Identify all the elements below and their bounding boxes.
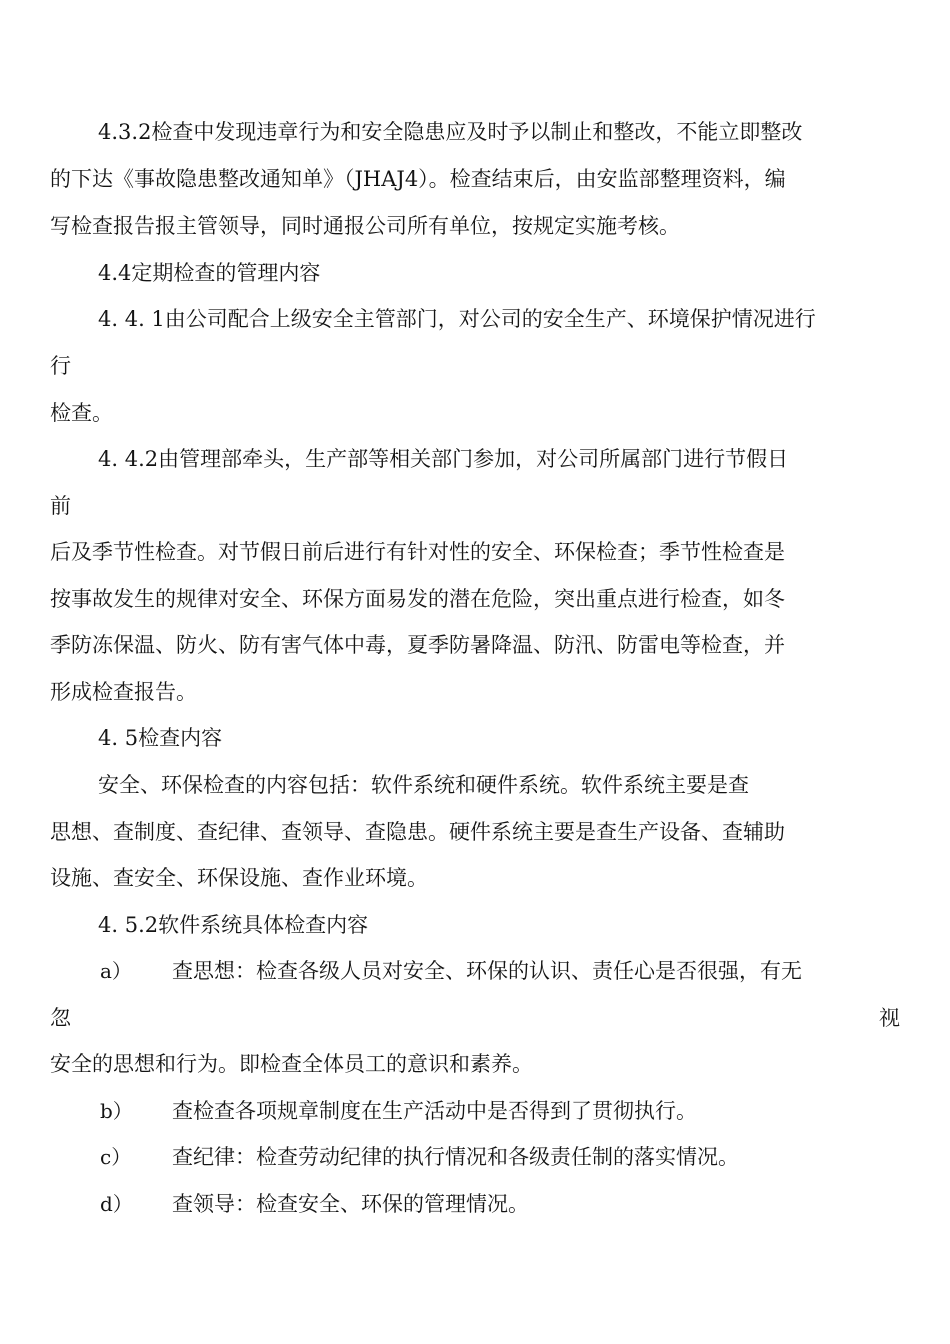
text-run-left: 忽 <box>50 1006 71 1030</box>
paragraph-4-4-2-line-5: 季防冻保温、防火、防有害气体中毒，夏季防暑降温、防汛、防雷电等检查，并 <box>50 633 785 657</box>
paragraph-4-4-1-line-2: 行 <box>50 354 71 378</box>
paragraph-4-3-2-line-3: 写检查报告报主管领导，同时通报公司所有单位，按规定实施考核。 <box>50 214 680 238</box>
paragraph-4-4-1-line-3: 检查。 <box>50 401 113 425</box>
paragraph-4-4-2-line-3: 后及季节性检查。对节假日前后进行有针对性的安全、环保检查；季节性检查是 <box>50 540 785 564</box>
item-text-c: 查纪律：检查劳动纪律的执行情况和各级责任制的落实情况。 <box>172 1145 739 1169</box>
paragraph-4-4-2-line-2: 前 <box>50 494 71 518</box>
item-text-a-line-1: 查思想：检查各级人员对安全、环保的认识、责任心是否很强，有无 <box>172 959 802 983</box>
item-label-d: d） <box>100 1192 133 1216</box>
paragraph-4-5-line-2: 思想、查制度、查纪律、查领导、查隐患。硬件系统主要是查生产设备、查辅助 <box>50 820 785 844</box>
item-text-d: 查领导：检查安全、环保的管理情况。 <box>172 1192 529 1216</box>
paragraph-4-4-2-line-4: 按事故发生的规律对安全、环保方面易发的潜在危险，突出重点进行检查，如冬 <box>50 587 785 611</box>
paragraph-4-3-2-line-1 <box>98 117 900 147</box>
paragraph-4-4-2-line-1: 4. 4.2由管理部牵头，生产部等相关部门参加，对公司所属部门进行节假日 <box>98 447 789 471</box>
heading-4-4: 4.4定期检查的管理内容 <box>98 261 321 285</box>
item-label-b: b） <box>100 1099 133 1123</box>
paragraph-4-3-2-line-2: 的下达《事故隐患整改通知单》（JHAJ4）。检查结束后，由安监部整理资料，编 <box>50 167 786 191</box>
heading-4-5-2: 4. 5.2软件系统具体检查内容 <box>98 913 369 937</box>
paragraph-4-4-2-line-6: 形成检查报告。 <box>50 680 197 704</box>
item-label-c: c） <box>100 1145 132 1169</box>
item-text-a-line-2 <box>50 1003 900 1033</box>
paragraph-4-4-1-line-1: 4. 4. 1由公司配合上级安全主管部门，对公司的安全生产、环境保护情况进行 <box>98 307 816 331</box>
item-text-a-line-3: 安全的思想和行为。即检查全体员工的意识和素养。 <box>50 1052 533 1076</box>
item-label-a: a） <box>100 959 132 983</box>
text-run-right: 视 <box>879 1006 900 1030</box>
item-text-b: 查检查各项规章制度在生产活动中是否得到了贯彻执行。 <box>172 1099 697 1123</box>
paragraph-4-5-line-3: 设施、查安全、环保设施、查作业环境。 <box>50 866 428 890</box>
heading-4-5: 4. 5检查内容 <box>98 726 223 750</box>
paragraph-4-5-line-1: 安全、环保检查的内容包括：软件系统和硬件系统。软件系统主要是查 <box>98 773 749 797</box>
text-run: 4.3.2检查中发现违章行为和安全隐患应及时予以制止和整改，不能立即整改 <box>98 120 803 144</box>
